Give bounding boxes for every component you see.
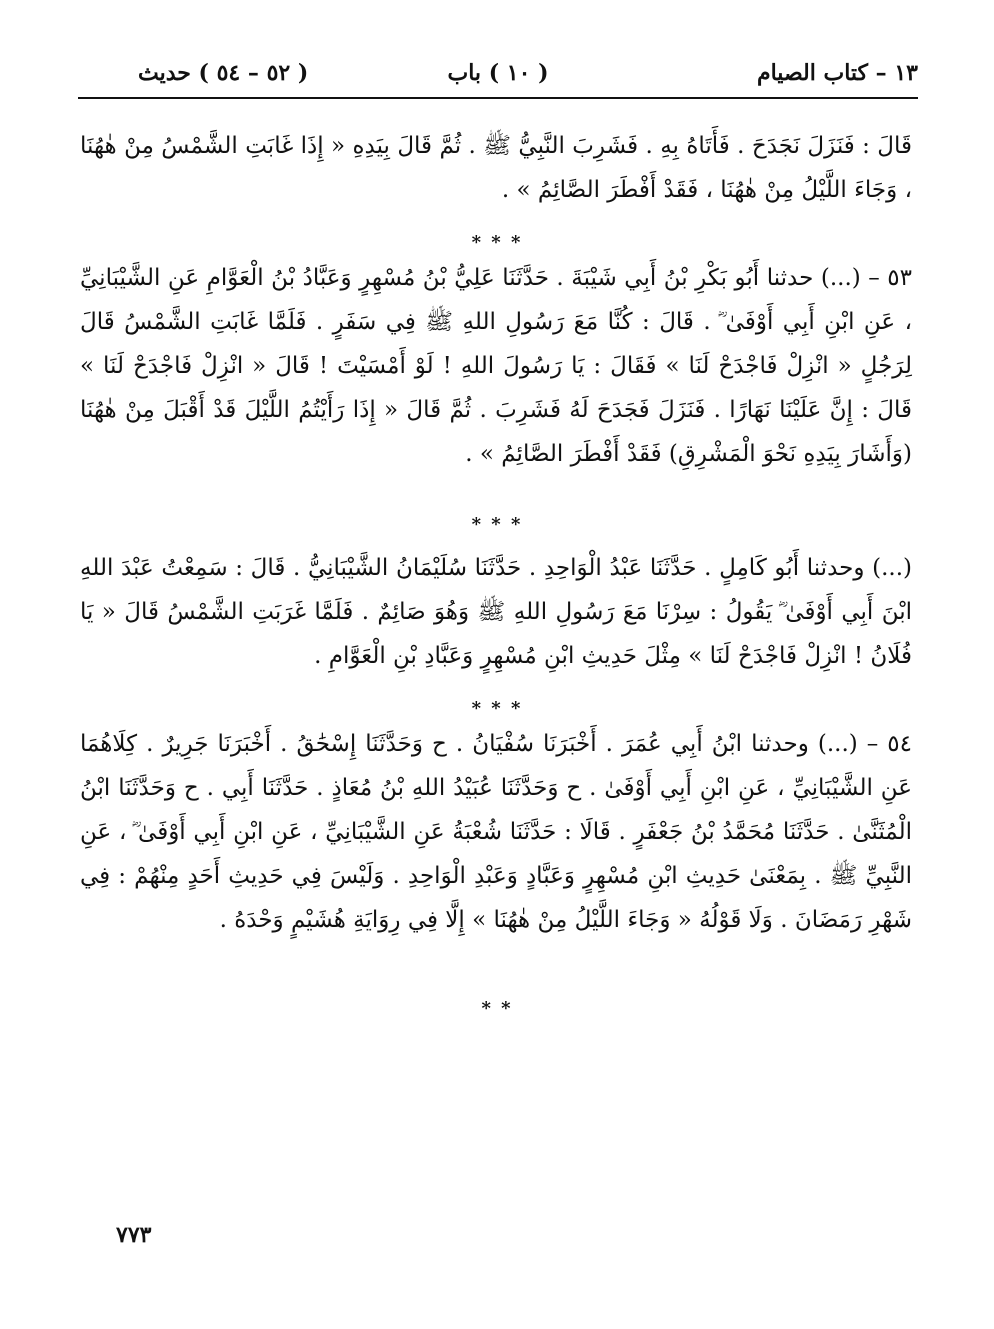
paragraph-hadith-53-variant: (...) وحدثنا أَبُو كَامِلٍ . حَدَّثَنَا عَبْدُ الْوَاحِدِ . حَدَّثَنَا سُلَيْمَانُ الشَّيْبَانِيُّ . قَالَ : سَمِعْتُ عَبْدَ اللهِ ابْنَ أَبِي أَوْفَىٰ ؓ يَقُولُ : سِرْنَا مَعَ رَسُولِ اللهِ ﷺ وَهُوَ صَائِمٌ . فَلَمَّا غَرَبَتِ الشَّمْسُ قَالَ « يَا فُلَانُ ! انْزِلْ فَاجْدَحْ لَنَا » مِثْلَ حَدِيثِ ابْنِ مُسْهِرٍ وَعَبَّادِ بْنِ الْعَوَّامِ . xyxy=(80,555,912,669)
end-mark: * * xyxy=(481,998,513,1019)
separator-stars: * * * xyxy=(471,232,523,253)
book-title: ١٣ – كتاب الصيام xyxy=(756,60,918,86)
paragraph-hadith-54: ٥٤ – (...) وحدثنا ابْنُ أَبِي عُمَرَ . أَخْبَرَنَا سُفْيَانُ . ح وَحَدَّثَنَا إِسْحَٰقُ . أَخْبَرَنَا جَرِيرٌ . كِلَاهُمَا عَنِ الشَّيْبَانِيِّ ، عَنِ ابْنِ أَبِي أَوْفَىٰ . ح وَحَدَّثَنَا عُبَيْدُ اللهِ بْنُ مُعَاذٍ . حَدَّثَنَا أَبِي . ح وَحَدَّثَنَا ابْنُ الْمُثَنَّىٰ . حَدَّثَنَا مُحَمَّدُ بْنُ جَعْفَرٍ . قَالَا : حَدَّثَنَا شُعْبَةُ عَنِ الشَّيْبَانِيِّ ، عَنِ ابْنِ أَبِي أَوْفَىٰ ؓ ، عَنِ النَّبِيِّ ﷺ . بِمَعْنَىٰ حَدِيثِ ابْنِ مُسْهِرٍ وَعَبَّادٍ وَعَبْدِ الْوَاحِدِ . وَلَيْسَ فِي حَدِيثِ أَحَدٍ مِنْهُمْ : فِي شَهْرِ رَمَضَانَ . وَلَا قَوْلُهُ « وَجَاءَ اللَّيْلُ مِنْ هٰهُنَا » إِلَّا فِي رِوَايَةِ هُشَيْمٍ وَحْدَهُ . xyxy=(80,731,912,933)
hadith-range: ( ٥٢ – ٥٤ ) حديث xyxy=(138,60,309,86)
page-number: ٧٧٣ xyxy=(116,1222,152,1248)
paragraph-continuation: قَالَ : فَنَزَلَ نَجَدَحَ . فَأَتَاهُ بِهِ . فَشَرِبَ النَّبِيُّ ﷺ . ثُمَّ قَالَ بِيَدِهِ « إِذَا غَابَتِ الشَّمْسُ مِنْ هٰهُنَا ، وَجَاءَ اللَّيْلُ مِنْ هٰهُنَا ، فَقَدْ أَفْطَرَ الصَّائِمُ » . xyxy=(80,133,912,203)
separator-stars: * * * xyxy=(471,698,523,719)
chapter-title: ( ١٠ ) باب xyxy=(447,60,549,86)
paragraph-hadith-53: ٥٣ – (...) حدثنا أَبُو بَكْرِ بْنُ أَبِي شَيْبَةَ . حَدَّثَنَا عَلِيُّ بْنُ مُسْهِرٍ وَعَبَّادُ بْنُ الْعَوَّامِ عَنِ الشَّيْبَانِيِّ ، عَنِ ابْنِ أَبِي أَوْفَىٰ ؓ . قَالَ : كُنَّا مَعَ رَسُولِ اللهِ ﷺ فِي سَفَرٍ . فَلَمَّا غَابَتِ الشَّمْسُ قَالَ لِرَجُلٍ « انْزِلْ فَاجْدَحْ لَنَا » فَقَالَ : يَا رَسُولَ اللهِ ! لَوْ أَمْسَيْتَ ! قَالَ « انْزِلْ فَاجْدَحْ لَنَا » قَالَ : إِنَّ عَلَيْنَا نَهَارًا . فَنَزَلَ فَجَدَحَ لَهُ فَشَرِبَ . ثُمَّ قَالَ « إِذَا رَأَيْتُمُ اللَّيْلَ قَدْ أَقْبَلَ مِنْ هٰهُنَا (وَأَشَارَ بِيَدِهِ نَحْوَ الْمَشْرِقِ) فَقَدْ أَفْطَرَ الصَّائِمُ » . xyxy=(80,265,912,467)
header-rule xyxy=(78,97,918,99)
separator-stars: * * * xyxy=(471,514,523,535)
running-header xyxy=(78,58,918,92)
